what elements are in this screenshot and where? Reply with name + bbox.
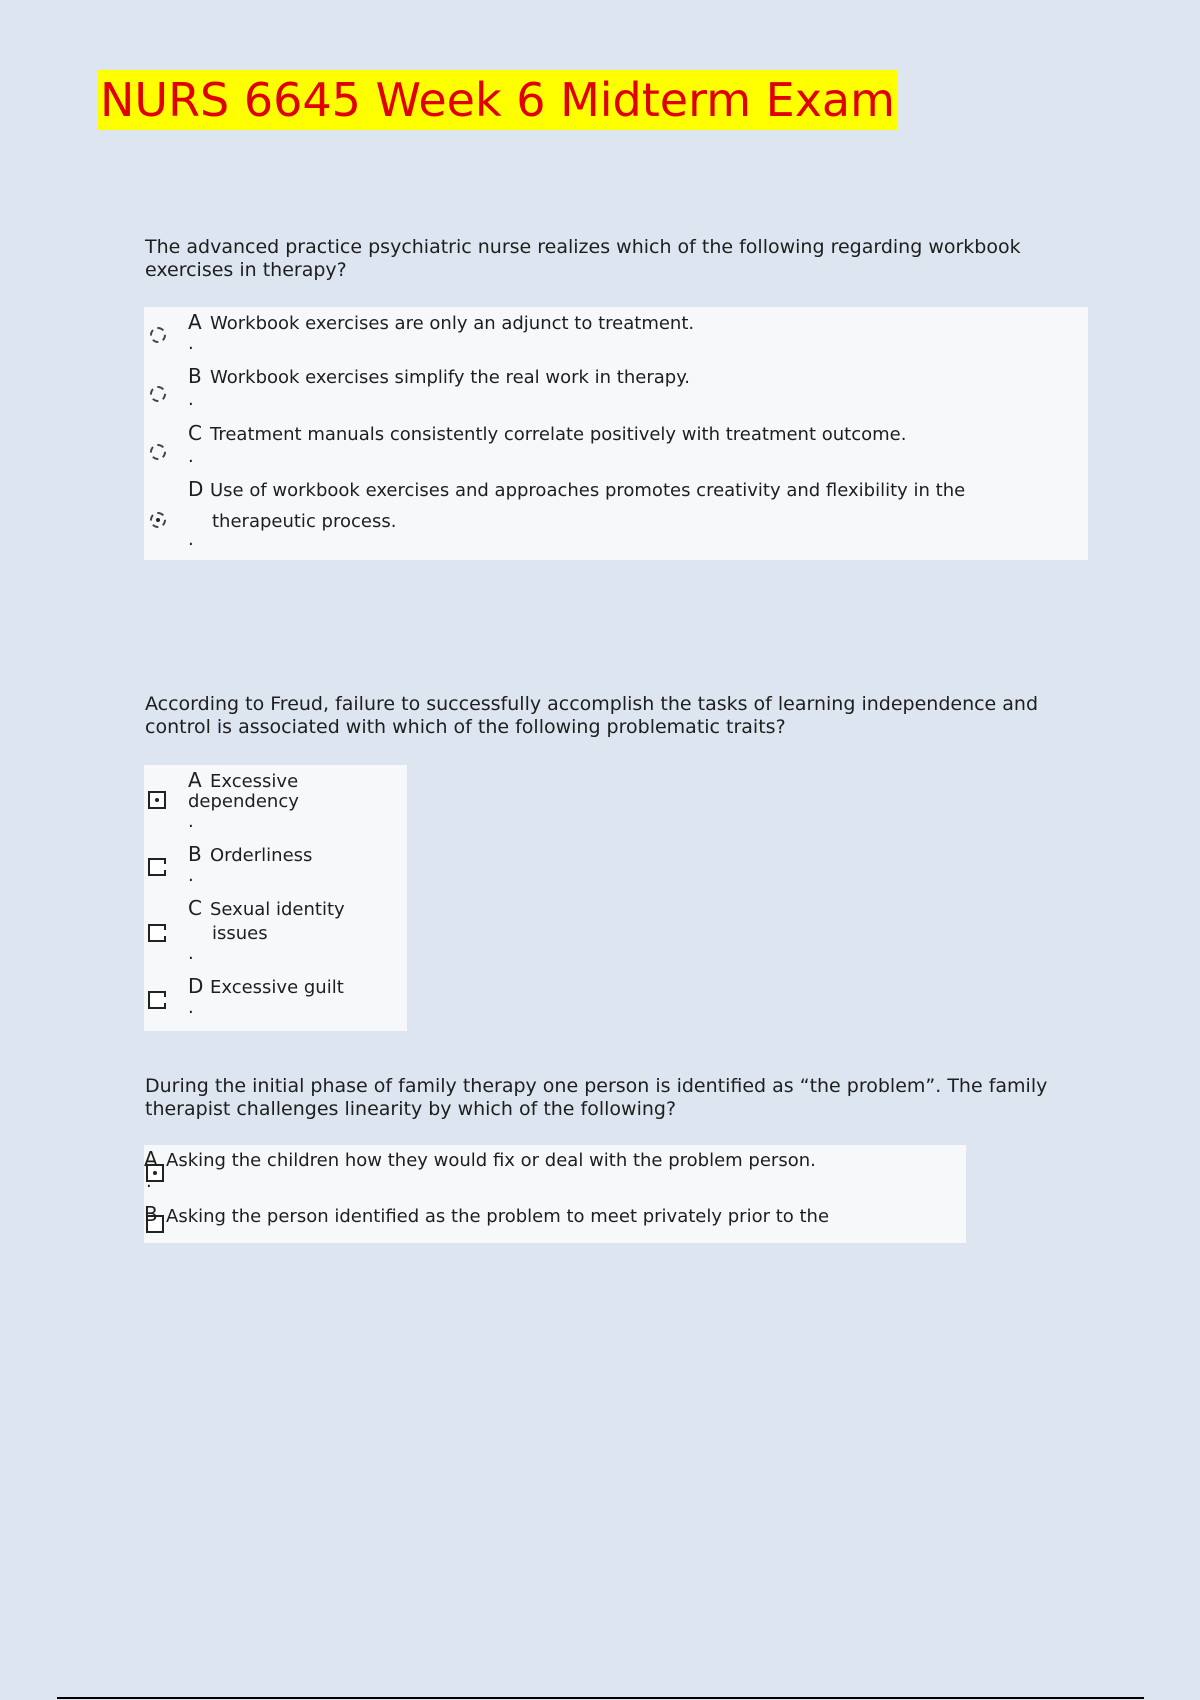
- option-2c-letter: C: [188, 896, 202, 920]
- option-3b-text: Asking the person identified as the problem to meet privately prior to the: [166, 1206, 830, 1227]
- option-2b-letter: B: [188, 842, 202, 866]
- option-1a-dot: .: [188, 333, 194, 354]
- checkbox-2a-selected[interactable]: [148, 791, 166, 809]
- option-1c-text: Treatment manuals consistently correlate positively with treatment outcome.: [210, 424, 907, 445]
- option-3b-letter: B: [144, 1202, 158, 1226]
- option-2a-text-line1: Excessive: [210, 771, 299, 792]
- option-2a-letter: A: [188, 768, 202, 792]
- checkbox-2c[interactable]: [148, 924, 166, 942]
- option-2c-text-line2: issues: [212, 923, 268, 944]
- option-2d-dot: .: [188, 997, 194, 1018]
- option-1d-text-line2: therapeutic process.: [212, 511, 397, 532]
- question-2-options: [144, 765, 407, 1031]
- option-2c-text-line1: Sexual identity: [210, 899, 345, 920]
- question-3-options: [144, 1145, 966, 1243]
- option-2a-text-line2: dependency: [188, 791, 299, 812]
- checkbox-2d[interactable]: [148, 991, 166, 1009]
- option-1a-text: Workbook exercises are only an adjunct to treatment.: [210, 313, 695, 334]
- radio-1b[interactable]: [150, 386, 166, 402]
- option-1d-dot: .: [188, 529, 194, 550]
- option-3a-letter: A: [144, 1147, 158, 1171]
- question-2-text: According to Freud, failure to successfully accomplish the tasks of learning independence and control is associated with which of the following problematic traits?: [145, 693, 1039, 738]
- option-1c-dot: .: [188, 446, 194, 467]
- option-3a-text: Asking the children how they would fix or deal with the problem person.: [166, 1150, 816, 1171]
- option-1c-letter: C: [188, 421, 202, 445]
- option-1b-dot: .: [188, 389, 194, 410]
- option-2d-text: Excessive guilt: [210, 977, 344, 998]
- option-2b-dot: .: [188, 865, 194, 886]
- option-1d-letter: D: [188, 477, 204, 501]
- radio-1a[interactable]: [150, 327, 166, 343]
- option-1b-text: Workbook exercises simplify the real work in therapy.: [210, 367, 691, 388]
- page-title: NURS 6645 Week 6 Midterm Exam: [98, 70, 897, 130]
- option-2c-dot: .: [188, 943, 194, 964]
- option-2b-text: Orderliness: [210, 845, 313, 866]
- radio-1d-selected[interactable]: [150, 512, 166, 528]
- radio-1c[interactable]: [150, 444, 166, 460]
- option-1d-text-line1: Use of workbook exercises and approaches promotes creativity and flexibility in the: [210, 480, 966, 501]
- option-2a-dot: .: [188, 811, 194, 832]
- checkbox-2b[interactable]: [148, 858, 166, 876]
- option-3a-dot: .: [146, 1171, 152, 1192]
- option-1b-letter: B: [188, 364, 202, 388]
- option-2d-letter: D: [188, 974, 204, 998]
- question-3-text: During the initial phase of family therapy one person is identified as “the problem”. The family therapist challenges linearity by which of the following?: [145, 1075, 1048, 1120]
- question-1-options: [144, 307, 1088, 560]
- option-1a-letter: A: [188, 310, 202, 334]
- page-footer-rule: [57, 1697, 1144, 1699]
- question-1-text: The advanced practice psychiatric nurse realizes which of the following regarding workbook exercises in therapy?: [145, 236, 1021, 281]
